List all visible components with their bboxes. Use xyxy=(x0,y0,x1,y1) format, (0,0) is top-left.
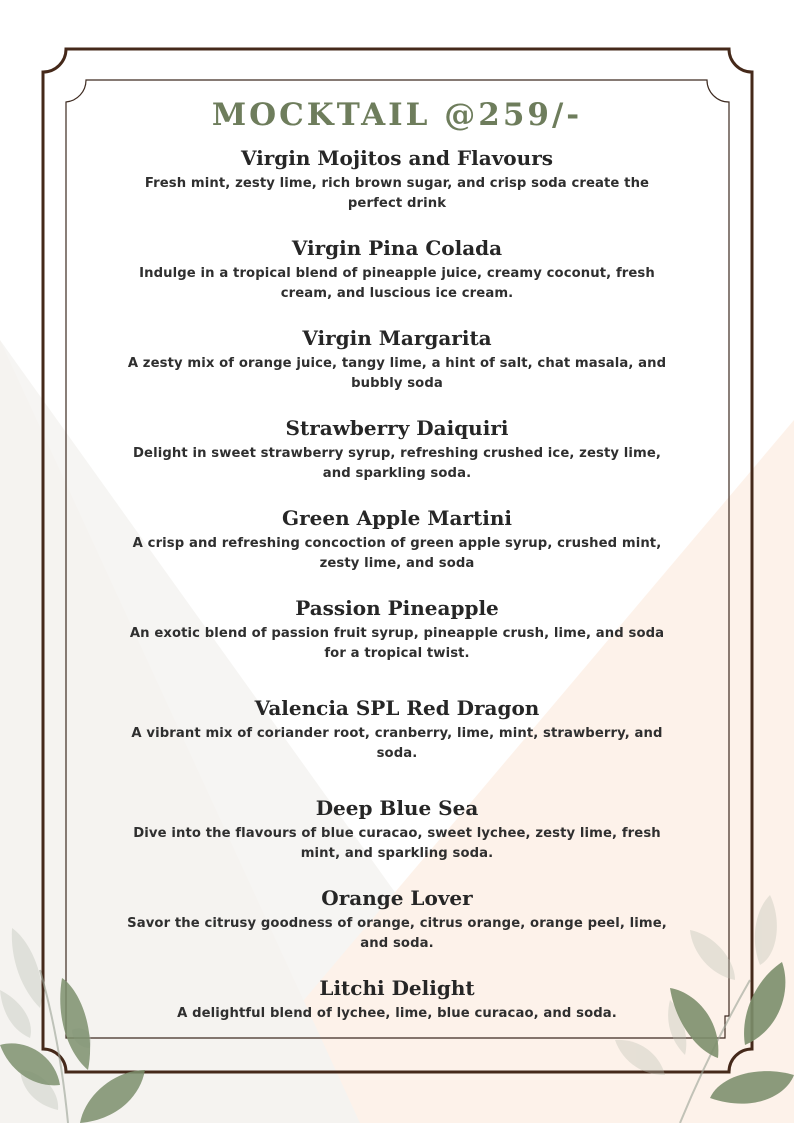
item-name: Virgin Mojitos and Flavours xyxy=(240,146,553,170)
item-description: Delight in sweet strawberry syrup, refreshing crushed ice, zesty lime, and sparkling soda. xyxy=(133,446,661,481)
menu-item xyxy=(70,696,724,764)
item-description: A delightful blend of lychee, lime, blue curacao, and soda. xyxy=(177,1006,617,1021)
menu-item xyxy=(70,326,724,394)
item-description: An exotic blend of passion fruit syrup, pineapple crush, lime, and soda for a tropical twist. xyxy=(129,626,665,661)
item-description: Fresh mint, zesty lime, rich brown sugar, and crisp soda create the perfect drink xyxy=(144,176,650,211)
menu-title: MOCKTAIL @259/- xyxy=(211,97,583,133)
item-description: A crisp and refreshing concoction of green apple syrup, crushed mint, zesty lime, and soda xyxy=(132,536,662,571)
menu-item xyxy=(70,506,724,574)
item-name: Strawberry Daiquiri xyxy=(285,416,509,440)
menu-item xyxy=(70,976,724,1024)
menu-item xyxy=(70,146,724,214)
item-description: Indulge in a tropical blend of pineapple juice, creamy coconut, fresh cream, and luscious ice cream. xyxy=(139,266,655,301)
item-description: A vibrant mix of coriander root, cranberry, lime, mint, strawberry, and soda. xyxy=(131,726,663,761)
menu-item xyxy=(70,416,724,484)
item-name: Valencia SPL Red Dragon xyxy=(254,696,540,720)
item-description: A zesty mix of orange juice, tangy lime, a hint of salt, chat masala, and bubbly soda xyxy=(127,356,667,391)
menu-item xyxy=(70,886,724,954)
item-description: Dive into the flavours of blue curacao, sweet lychee, zesty lime, fresh mint, and sparkling soda. xyxy=(133,826,661,861)
menu-item xyxy=(70,236,724,304)
menu-content xyxy=(70,90,724,1021)
item-name: Litchi Delight xyxy=(319,976,475,1000)
item-name: Green Apple Martini xyxy=(282,506,512,530)
menu-item xyxy=(70,596,724,664)
item-name: Deep Blue Sea xyxy=(315,796,479,820)
item-name: Virgin Pina Colada xyxy=(291,236,503,260)
menu-item xyxy=(70,796,724,864)
item-name: Virgin Margarita xyxy=(302,326,492,350)
item-name: Orange Lover xyxy=(321,886,473,910)
item-name: Passion Pineapple xyxy=(295,596,499,620)
item-description: Savor the citrusy goodness of orange, citrus orange, orange peel, lime, and soda. xyxy=(127,916,667,951)
